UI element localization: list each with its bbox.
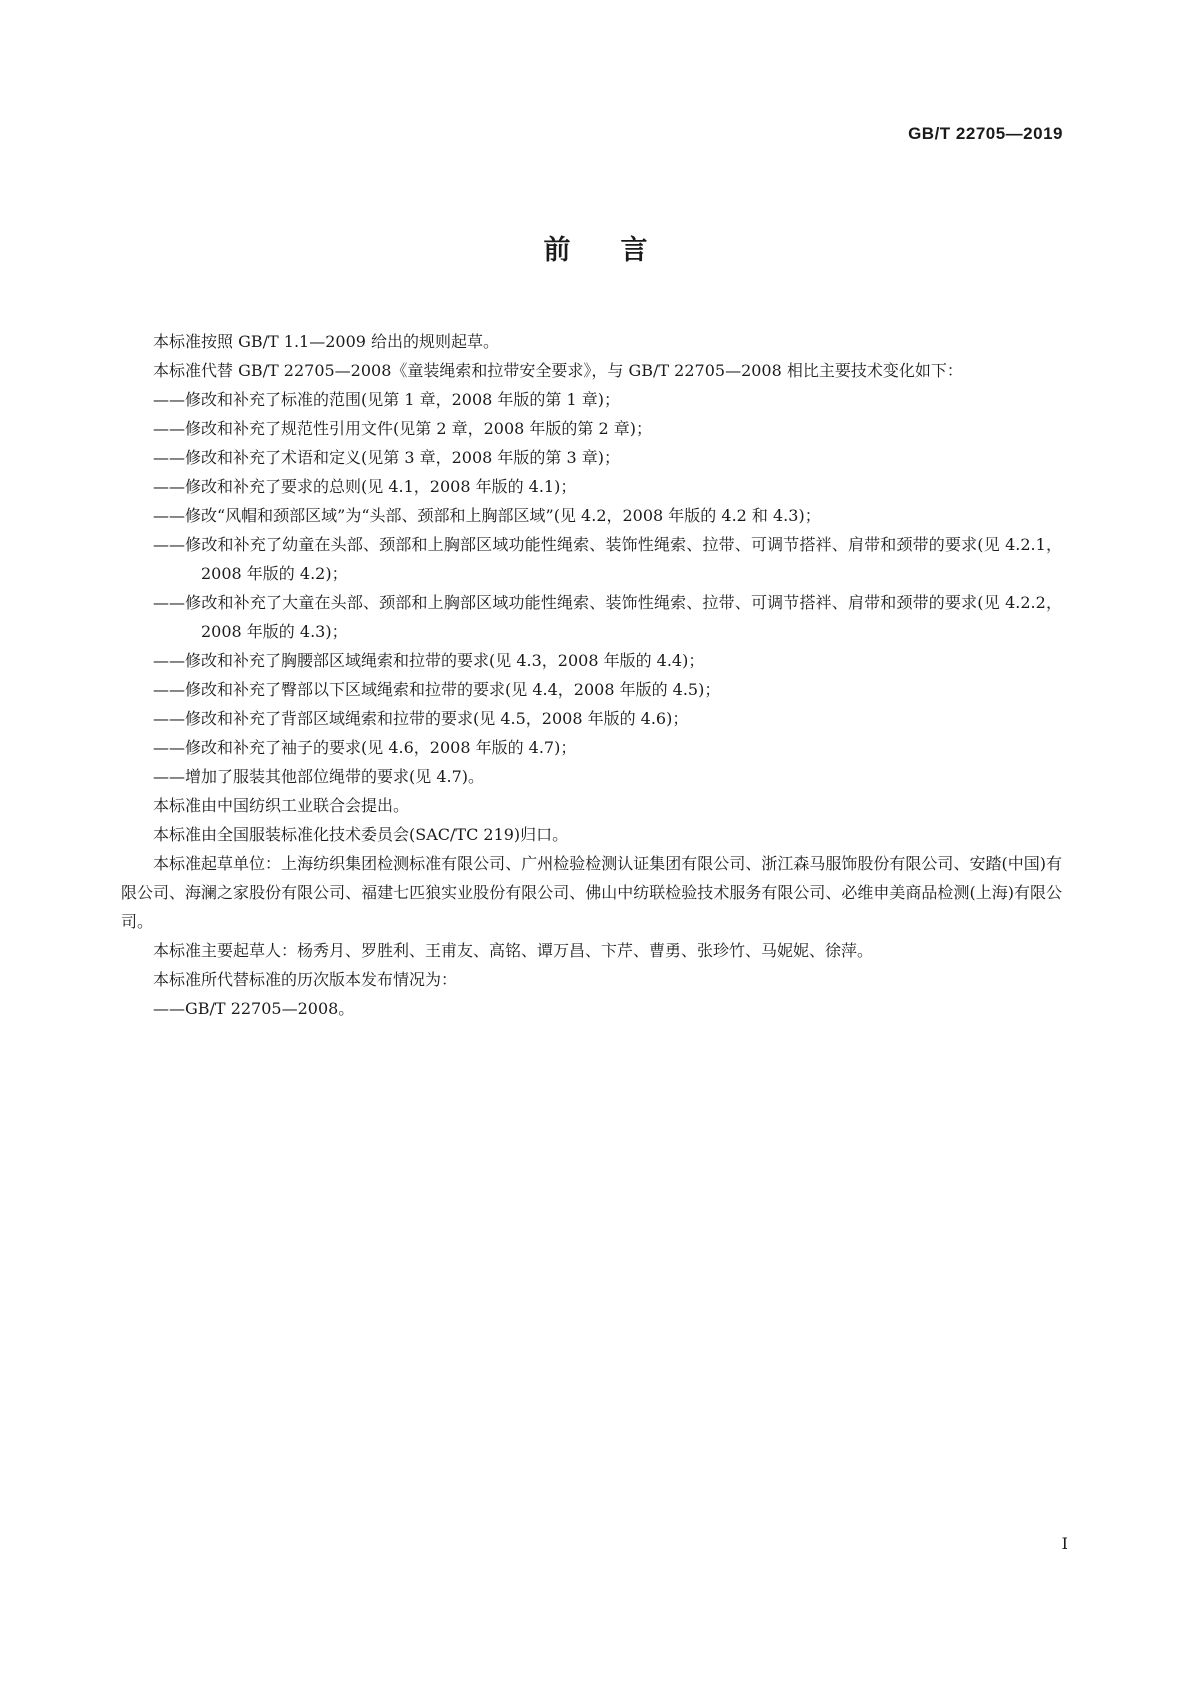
list-item: ——修改和补充了大童在头部、颈部和上胸部区域功能性绳索、装饰性绳索、拉带、可调节搭袢、肩带和颈带的要求(见 4.2.2，2008 年版的 4.3)； <box>153 593 1062 641</box>
standard-code: GB/T 22705—2019 <box>908 124 1063 143</box>
history-item: ——GB/T 22705—2008。 <box>153 999 355 1018</box>
paragraph-drafting-units: 本标准起草单位：上海纺织集团检测标准有限公司、广州检验检测认证集团有限公司、浙江森马服饰股份有限公司、安踏(中国)有限公司、海澜之家股份有限公司、福建七匹狼实业股份有限公司、佛山中纺联检验技术服务有限公司、必维申美商品检测(上海)有限公司。 <box>121 854 1062 931</box>
foreword-body <box>121 327 1062 1023</box>
list-item: ——修改和补充了术语和定义(见第 3 章，2008 年版的第 3 章)； <box>153 448 620 467</box>
paragraph-replacement: 本标准代替 GB/T 22705—2008《童装绳索和拉带安全要求》，与 GB/T 22705—2008 相比主要技术变化如下： <box>153 361 963 380</box>
page-number: I <box>1061 1534 1068 1553</box>
paragraph-history-intro: 本标准所代替标准的历次版本发布情况为： <box>153 970 458 989</box>
list-item: ——修改和补充了背部区域绳索和拉带的要求(见 4.5，2008 年版的 4.6)； <box>153 709 689 728</box>
list-item: ——增加了服装其他部位绳带的要求(见 4.7)。 <box>153 767 485 786</box>
list-item: ——修改“风帽和颈部区域”为“头部、颈部和上胸部区域”(见 4.2，2008 年版的 4.2 和 4.3)； <box>153 506 821 525</box>
list-item: ——修改和补充了袖子的要求(见 4.6，2008 年版的 4.7)； <box>153 738 577 757</box>
paragraph-drafters: 本标准主要起草人：杨秀月、罗胜利、王甫友、高铭、谭万昌、卞芹、曹勇、张珍竹、马妮妮、徐萍。 <box>153 941 874 960</box>
list-item: ——修改和补充了要求的总则(见 4.1，2008 年版的 4.1)； <box>153 477 577 496</box>
list-item: ——修改和补充了幼童在头部、颈部和上胸部区域功能性绳索、装饰性绳索、拉带、可调节搭袢、肩带和颈带的要求(见 4.2.1，2008 年版的 4.2)； <box>153 535 1062 583</box>
paragraph-proposer: 本标准由中国纺织工业联合会提出。 <box>153 796 410 815</box>
list-item: ——修改和补充了规范性引用文件(见第 2 章，2008 年版的第 2 章)； <box>153 419 652 438</box>
list-item: ——修改和补充了臀部以下区域绳索和拉带的要求(见 4.4，2008 年版的 4.5)； <box>153 680 721 699</box>
paragraph-drafting-rules: 本标准按照 GB/T 1.1—2009 给出的规则起草。 <box>153 332 500 351</box>
list-item: ——修改和补充了胸腰部区域绳索和拉带的要求(见 4.3，2008 年版的 4.4)； <box>153 651 705 670</box>
list-item: ——修改和补充了标准的范围(见第 1 章，2008 年版的第 1 章)； <box>153 390 620 409</box>
paragraph-committee: 本标准由全国服装标准化技术委员会(SAC/TC 219)归口。 <box>153 825 569 844</box>
page-title: 前言 <box>543 235 698 266</box>
